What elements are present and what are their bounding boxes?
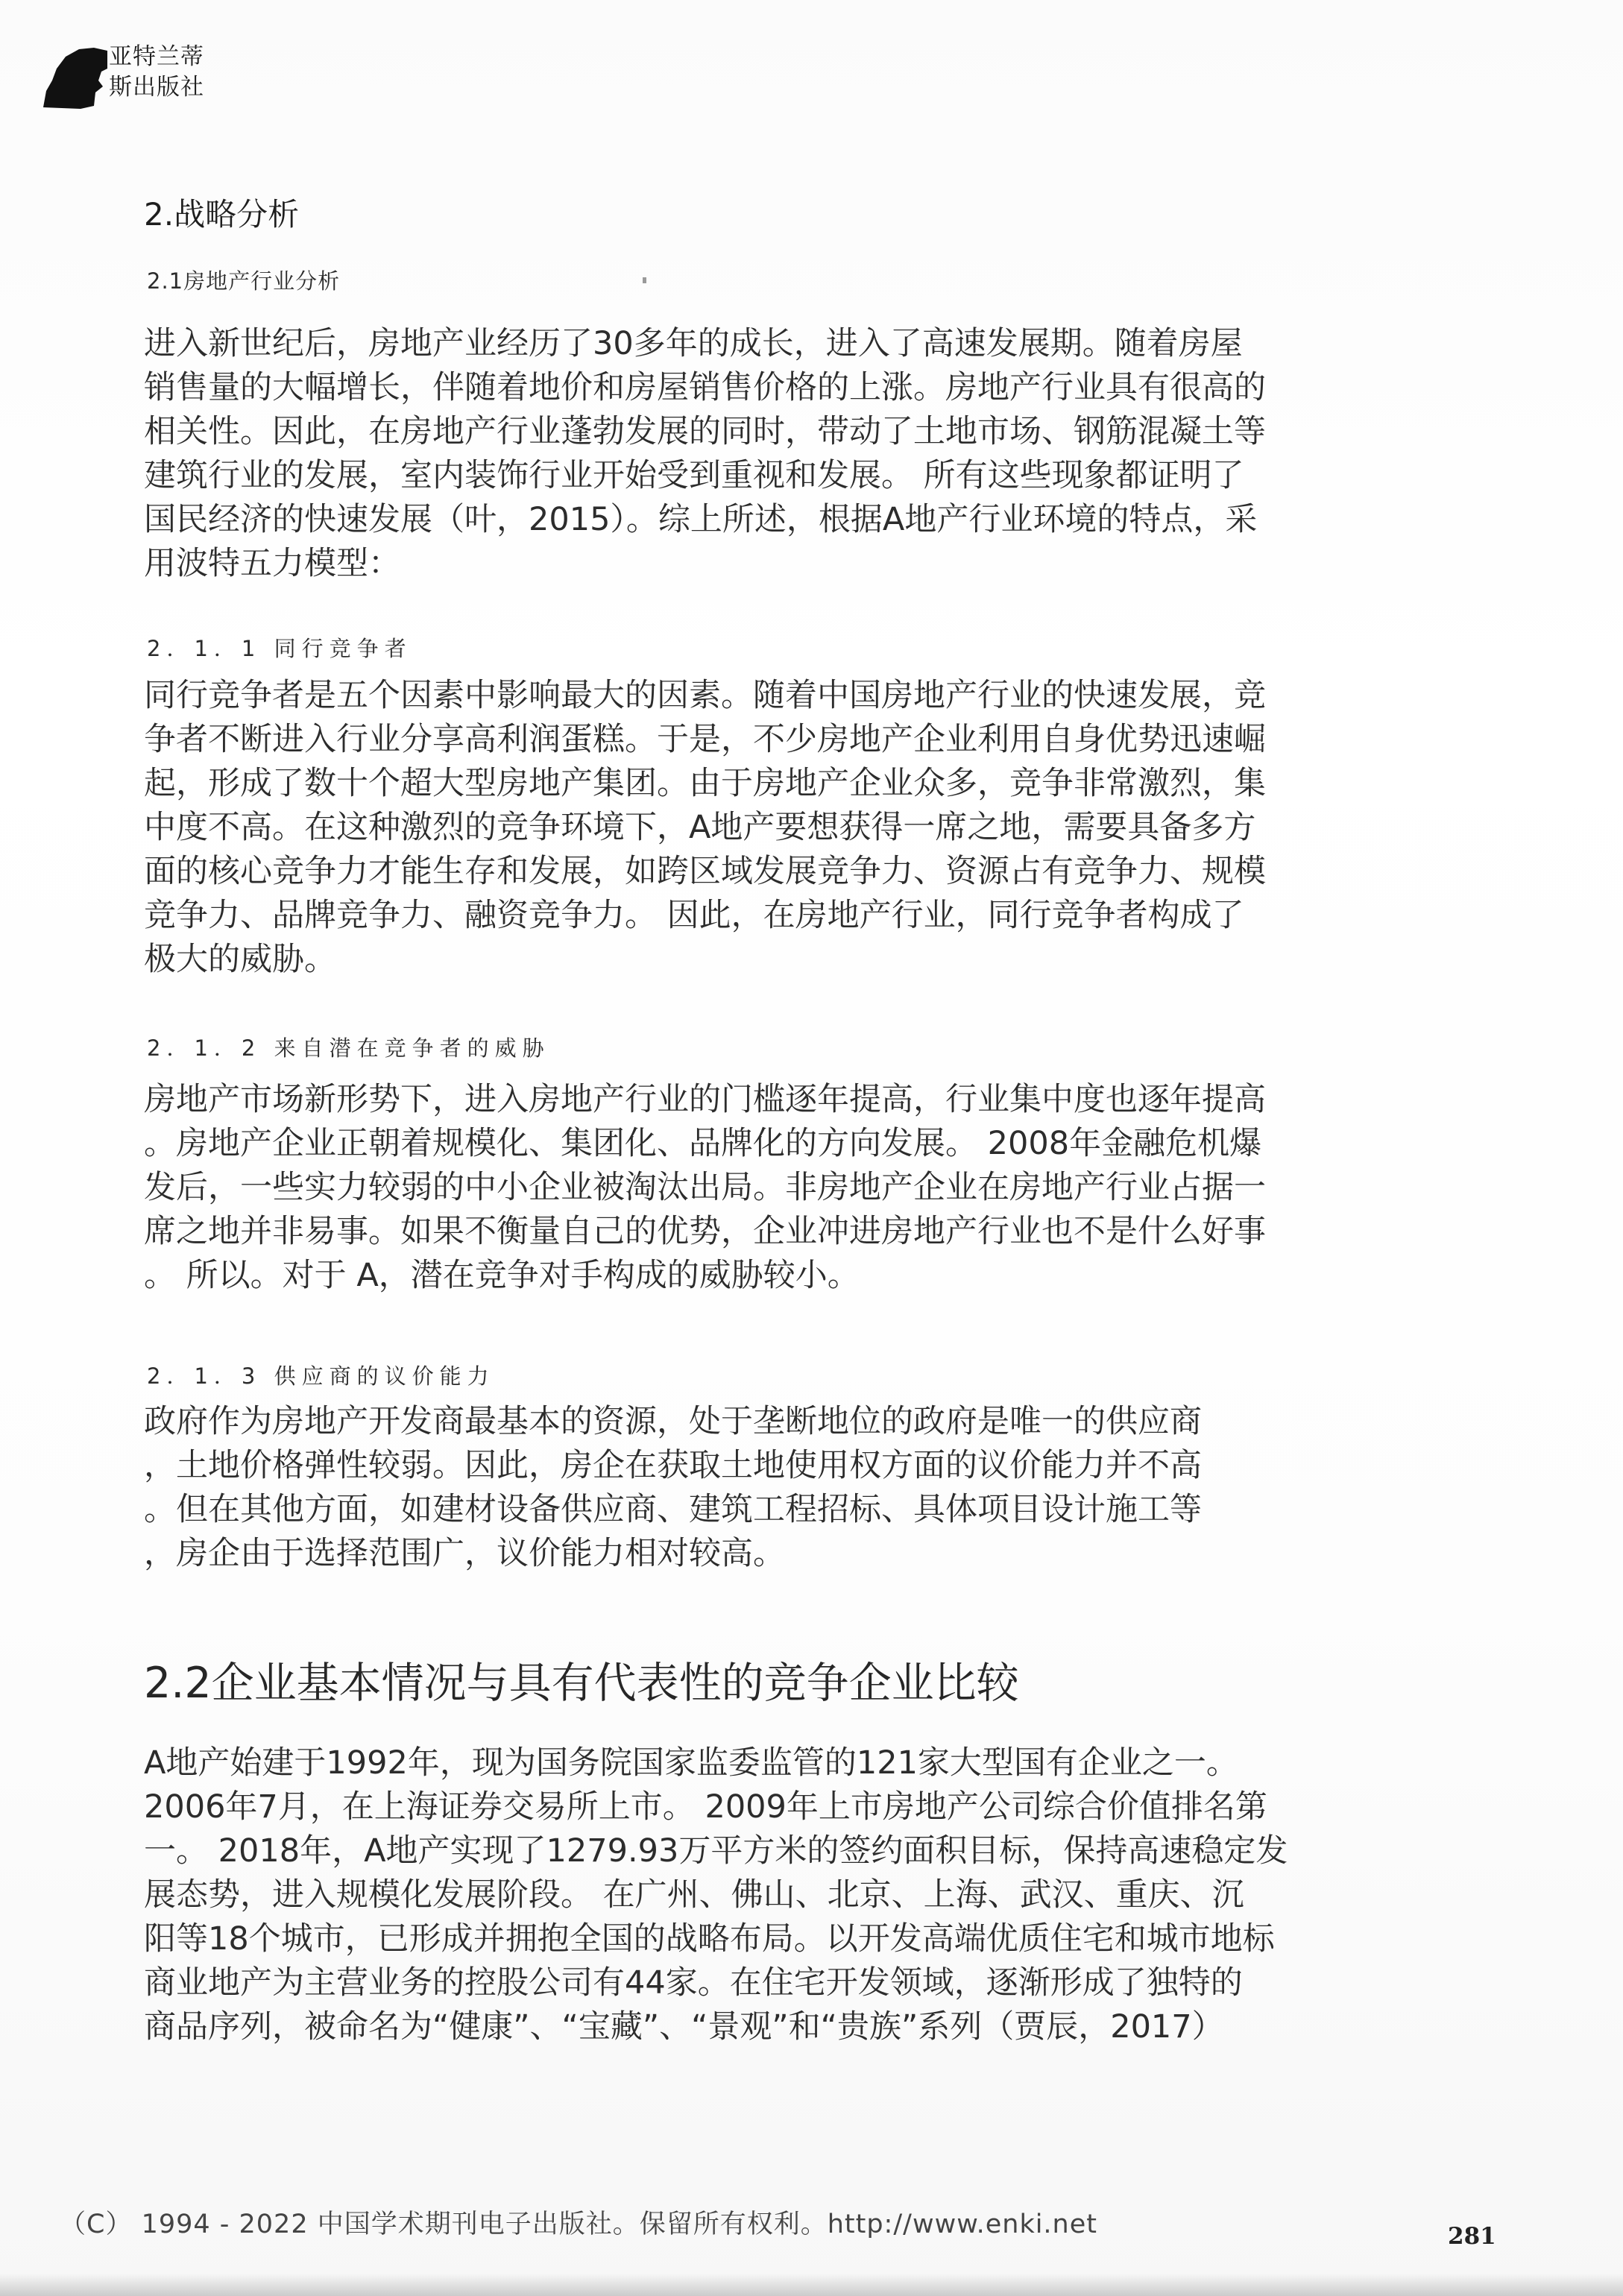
text-line: ，土地价格弹性较弱。因此，房企在获取土地使用权方面的议价能力并不高 [144,1447,1202,1484]
text-line: 相关性。因此，在房地产行业蓬勃发展的同时，带动了土地市场、钢筋混凝土等 [144,413,1266,450]
text-line: 2006年7月，在上海证券交易所上市。 2009年上市房地产公司综合价值排名第 [144,1788,1267,1826]
text-line: 政府作为房地产开发商最基本的资源，处于垄断地位的政府是唯一的供应商 [144,1403,1202,1440]
text-line: 阳等18个城市，已形成并拥抱全国的战略布局。以开发高端优质住宅和城市地标 [144,1920,1275,1958]
paragraph-industry [144,322,1478,586]
text-line: 发后，一些实力较弱的中小企业被淘汰出局。非房地产企业在房地产行业占据一 [144,1169,1266,1206]
text-line: 中度不高。在这种激烈的竞争环境下，A地产要想获得一席之地，需要具备多方 [144,809,1256,846]
text-line: 销售量的大幅增长，伴随着地价和房屋销售价格的上涨。房地产行业具有很高的 [144,369,1266,406]
paragraph-potential-competitors [144,1078,1478,1298]
text-line: 竞争力、品牌竞争力、融资竞争力。 因此，在房地产行业，同行竞争者构成了 [144,897,1244,934]
heading-strategy-analysis: 2.战略分析 [144,196,300,233]
heading-peer-competitors: 2．1．1 同行竞争者 [147,636,412,661]
text-line: 。房地产企业正朝着规模化、集团化、品牌化的方向发展。 2008年金融危机爆 [144,1125,1262,1162]
text-line: 极大的威胁。 [144,941,336,978]
paragraph-company-overview [144,1741,1478,2049]
text-line: ，房企由于选择范围广，议价能力相对较高。 [144,1535,785,1572]
copyright-footer: （C） 1994 - 2022 中国学术期刊电子出版社。保留所有权利。http://www.enki.net [60,2210,1097,2239]
heading-industry-analysis: 2.1房地产行业分析 [147,268,341,294]
paragraph-peer-competitors [144,674,1478,982]
publisher-silhouette-icon [36,39,110,113]
text-line: 进入新世纪后，房地产业经历了30多年的成长，进入了高速发展期。随着房屋 [144,325,1243,362]
text-line: 。 所以。对于 A，潜在竞争对手构成的威胁较小。 [144,1257,860,1294]
text-line: 争者不断进入行业分享高利润蛋糕。于是，不少房地产企业利用自身优势迅速崛 [144,721,1266,758]
text-line: 展态势，进入规模化发展阶段。 在广州、佛山、北京、上海、武汉、重庆、沉 [144,1876,1244,1914]
heading-company-comparison: 2.2企业基本情况与具有代表性的竞争企业比较 [144,1659,1019,1708]
publisher-name-line1: 亚特兰蒂 [109,43,204,70]
text-line: 商品序列，被命名为“健康”、“宝藏”、“景观”和“贵族”系列（贾辰，2017） [144,2008,1224,2046]
text-line: 商业地产为主营业务的控股公司有44家。在住宅开发领域，逐渐形成了独特的 [144,1964,1243,2002]
paragraph-supplier-bargaining [144,1400,1478,1576]
page-number: 281 [1448,2223,1496,2250]
text-line: 。但在其他方面，如建材设备供应商、建筑工程招标、具体项目设计施工等 [144,1491,1202,1528]
text-line: 房地产市场新形势下，进入房地产行业的门槛逐年提高，行业集中度也逐年提高 [144,1081,1266,1118]
text-line: 建筑行业的发展，室内装饰行业开始受到重视和发展。 所有这些现象都证明了 [144,457,1244,494]
heading-potential-competitors: 2．1．2 来自潜在竞争者的威胁 [147,1035,550,1061]
publisher-name-line2: 斯出版社 [109,74,204,101]
publisher-name [109,42,221,103]
text-line: 一。 2018年，A地产实现了1279.93万平方米的签约面积目标，保持高速稳定发 [144,1832,1288,1870]
text-line: A地产始建于1992年，现为国务院国家监委监管的121家大型国有企业之一。 [144,1744,1238,1782]
publisher-logo [36,39,204,113]
text-line: 起，形成了数十个超大型房地产集团。由于房地产企业众多，竞争非常激烈，集 [144,765,1266,802]
text-line: 国民经济的快速发展（叶，2015）。综上所述，根据A地产行业环境的特点，采 [144,501,1258,538]
text-line: 面的核心竞争力才能生存和发展，如跨区域发展竞争力、资源占有竞争力、规模 [144,853,1266,890]
heading-supplier-bargaining: 2．1．3 供应商的议价能力 [147,1363,495,1389]
text-line: 用波特五力模型： [144,545,400,582]
text-line: 席之地并非易事。如果不衡量自己的优势，企业冲进房地产行业也不是什么好事 [144,1213,1266,1250]
text-line: 同行竞争者是五个因素中影响最大的因素。随着中国房地产行业的快速发展，竞 [144,677,1266,714]
scan-edge-shadow [0,2274,1623,2296]
scan-speck [643,277,646,283]
